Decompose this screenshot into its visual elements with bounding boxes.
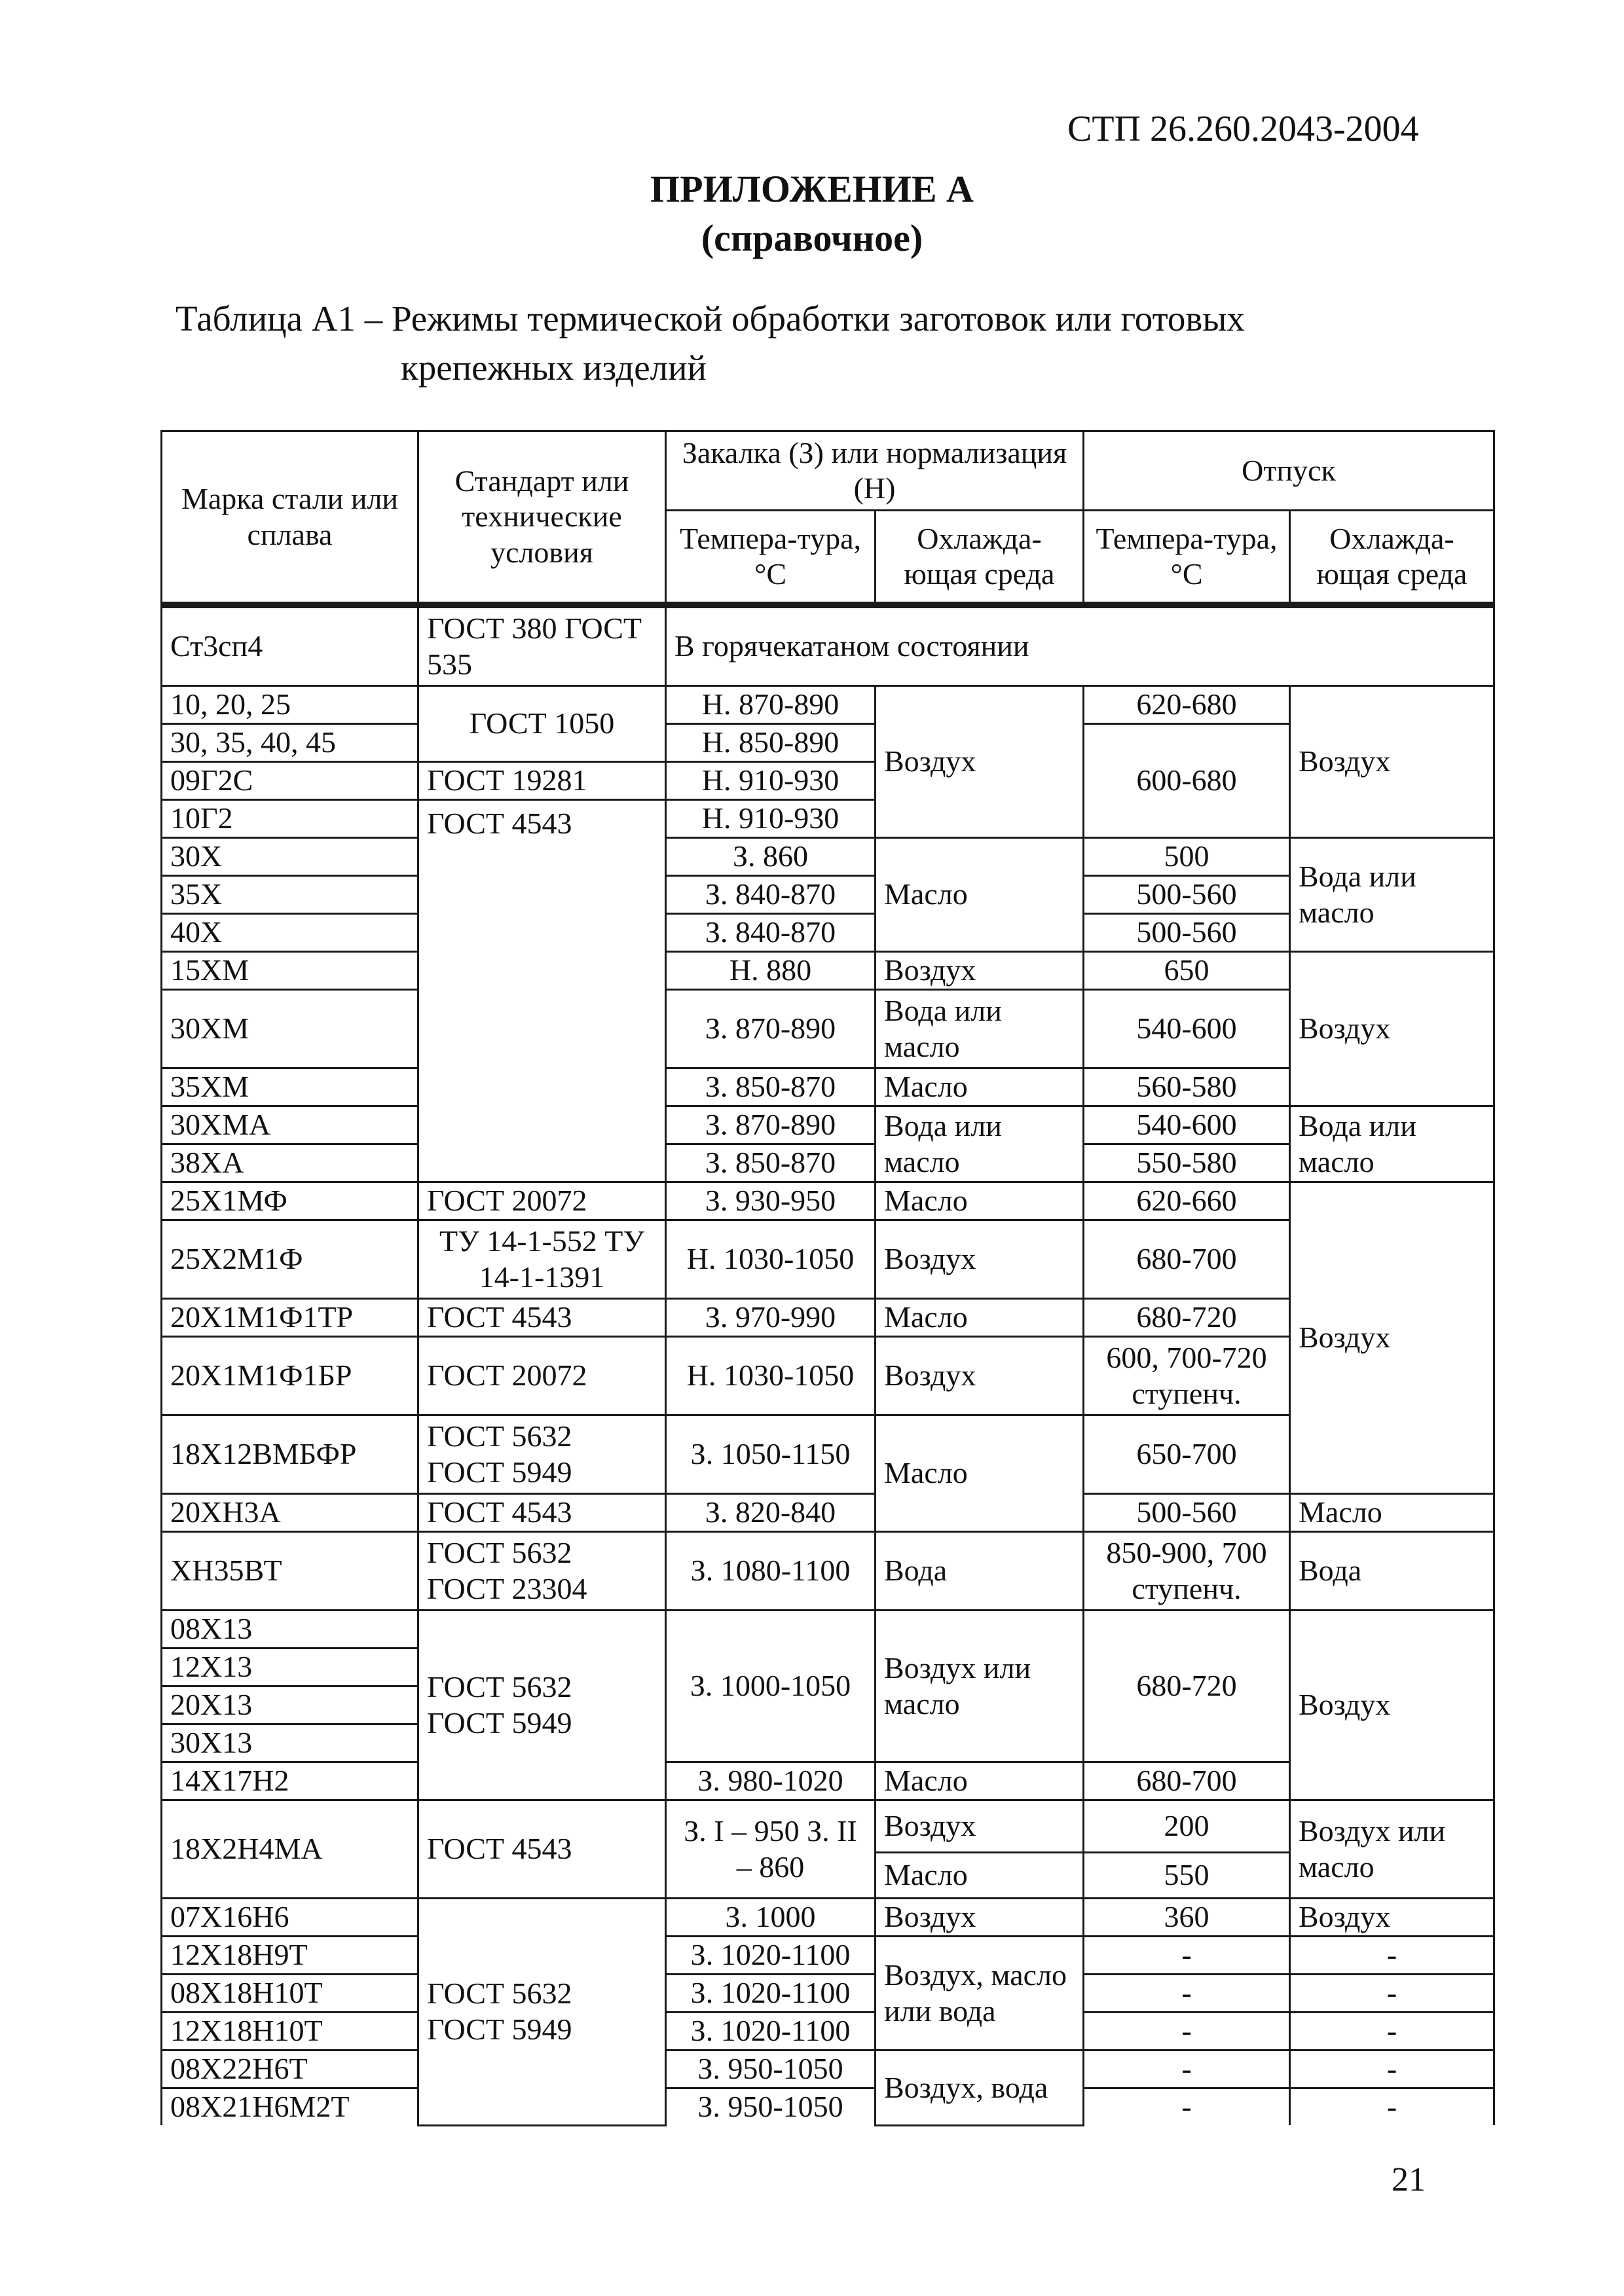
- temper-medium-cell: -: [1290, 2013, 1494, 2050]
- quench-temp-cell: З. I – 950 З. II – 860: [666, 1800, 876, 1899]
- temper-temp-cell: 620-660: [1084, 1182, 1290, 1220]
- grade-cell: 12Х13: [162, 1649, 418, 1686]
- quench-temp-cell: З. 860: [666, 838, 876, 876]
- temper-temp-cell: 650: [1084, 952, 1290, 990]
- temper-medium-cell: -: [1290, 1937, 1494, 1975]
- grade-cell: ХН35ВТ: [162, 1532, 418, 1611]
- temper-temp-cell: 550-580: [1084, 1144, 1290, 1182]
- grade-cell: 08Х21Н6М2Т: [162, 2088, 418, 2126]
- grade-cell: 30, 35, 40, 45: [162, 724, 418, 762]
- grade-cell: 35Х: [162, 876, 418, 914]
- table-caption-line-2: крепежных изделий: [401, 348, 707, 388]
- quench-temp-cell: З. 870-890: [666, 990, 876, 1068]
- temper-temp-cell: 600, 700-720 ступенч.: [1084, 1337, 1290, 1415]
- quench-temp-cell: З. 840-870: [666, 876, 876, 914]
- standard-cell: ГОСТ 4543: [418, 1800, 666, 1899]
- quench-temp-cell: Н. 910-930: [666, 800, 876, 838]
- standard-cell: ГОСТ 20072: [418, 1182, 666, 1220]
- temper-temp-cell: 540-600: [1084, 990, 1290, 1068]
- table-row: [162, 2013, 1494, 2050]
- quench-medium-cell: Масло: [876, 1068, 1084, 1106]
- temper-temp-cell: 360: [1084, 1899, 1290, 1937]
- header-temper-medium: Охлажда-ющая среда: [1290, 511, 1494, 604]
- temper-medium-cell: Воздух: [1290, 1611, 1494, 1800]
- temper-medium-cell: -: [1290, 1975, 1494, 2013]
- grade-cell: 25Х1МФ: [162, 1182, 418, 1220]
- table-caption-line-1: Таблица А1 – Режимы термической обработки заготовок или готовых: [175, 299, 1245, 338]
- quench-medium-cell: Вода: [876, 1532, 1084, 1611]
- quench-temp-cell: З. 950-1050: [666, 2050, 876, 2088]
- grade-cell: 08Х18Н10Т: [162, 1975, 418, 2013]
- standard-cell: ГОСТ 5632 ГОСТ 5949: [418, 1899, 666, 2126]
- temper-temp-cell: 680-720: [1084, 1299, 1290, 1337]
- quench-medium-cell: Воздух или масло: [876, 1611, 1084, 1762]
- grade-cell: 35ХМ: [162, 1068, 418, 1106]
- grade-cell: 08Х22Н6Т: [162, 2050, 418, 2088]
- quench-medium-cell: Масло: [876, 838, 1084, 952]
- grade-cell: 40Х: [162, 914, 418, 952]
- document-code: СТП 26.260.2043-2004: [1067, 109, 1419, 149]
- grade-cell: 12Х18Н9Т: [162, 1937, 418, 1975]
- quench-medium-cell: Воздух: [876, 1337, 1084, 1415]
- temper-temp-cell: 500-560: [1084, 876, 1290, 914]
- heat-treatment-table: [160, 430, 1495, 2126]
- grade-cell: 14Х17Н2: [162, 1762, 418, 1800]
- standard-cell: ГОСТ 5632 ГОСТ 5949: [418, 1415, 666, 1494]
- appendix-title: ПРИЛОЖЕНИЕ А: [650, 168, 974, 210]
- standard-cell: ГОСТ 4543: [418, 1494, 666, 1532]
- quench-temp-cell: Н. 870-890: [666, 686, 876, 724]
- quench-medium-cell: Воздух: [876, 1899, 1084, 1937]
- temper-medium-cell: Воздух: [1290, 686, 1494, 838]
- grade-cell: Ст3сп4: [162, 608, 418, 686]
- temper-temp-cell: 500-560: [1084, 1494, 1290, 1532]
- grade-cell: 09Г2С: [162, 762, 418, 800]
- header-quench-group: Закалка (З) или нормализация (Н): [666, 431, 1084, 511]
- temper-medium-cell: Вода или масло: [1290, 838, 1494, 952]
- quench-temp-cell: З. 1000: [666, 1899, 876, 1937]
- grade-cell: 20Х13: [162, 1686, 418, 1724]
- grade-cell: 30Х: [162, 838, 418, 876]
- table-row: [162, 1975, 1494, 2013]
- temper-medium-cell: Воздух: [1290, 1899, 1494, 1937]
- grade-cell: 20ХН3А: [162, 1494, 418, 1532]
- temper-temp-cell: 680-700: [1084, 1762, 1290, 1800]
- table-row: [162, 952, 1494, 990]
- temper-medium-cell: -: [1290, 2088, 1494, 2126]
- quench-temp-cell: З. 1000-1050: [666, 1611, 876, 1762]
- hot-rolled-note: В горячекатаном состоянии: [666, 608, 1494, 686]
- temper-medium-cell: Масло: [1290, 1494, 1494, 1532]
- header-temper-group: Отпуск: [1084, 431, 1494, 511]
- standard-cell: ГОСТ 5632 ГОСТ 23304: [418, 1532, 666, 1611]
- table-row: [162, 1899, 1494, 1937]
- temper-medium-cell: Вода или масло: [1290, 1106, 1494, 1182]
- table-row: [162, 1182, 1494, 1220]
- grade-cell: 25Х2М1Ф: [162, 1220, 418, 1299]
- table-row: [162, 1611, 1494, 1649]
- quench-medium-cell: Масло: [876, 1415, 1084, 1532]
- temper-temp-cell: 200: [1084, 1800, 1290, 1853]
- quench-temp-cell: З. 1080-1100: [666, 1532, 876, 1611]
- grade-cell: 10Г2: [162, 800, 418, 838]
- page-number: 21: [1392, 2161, 1426, 2198]
- table-header-row: [162, 431, 1494, 511]
- temper-temp-cell: -: [1084, 1975, 1290, 2013]
- quench-temp-cell: Н. 880: [666, 952, 876, 990]
- temper-temp-cell: -: [1084, 2088, 1290, 2126]
- grade-cell: 30ХМ: [162, 990, 418, 1068]
- quench-temp-cell: З. 1020-1100: [666, 1937, 876, 1975]
- header-standard: Стандарт или технические условия: [418, 431, 666, 604]
- grade-cell: 38ХА: [162, 1144, 418, 1182]
- temper-medium-cell: Воздух: [1290, 952, 1494, 1106]
- grade-cell: 30Х13: [162, 1724, 418, 1762]
- temper-temp-cell: 500: [1084, 838, 1290, 876]
- temper-medium-cell: Воздух: [1290, 1182, 1494, 1494]
- temper-temp-cell: 560-580: [1084, 1068, 1290, 1106]
- quench-temp-cell: З. 850-870: [666, 1068, 876, 1106]
- grade-cell: 15ХМ: [162, 952, 418, 990]
- temper-temp-cell: 620-680: [1084, 686, 1290, 724]
- header-temper-temp: Темпера-тура, °С: [1084, 511, 1290, 604]
- table-row: [162, 1937, 1494, 1975]
- table-row: [162, 838, 1494, 876]
- standard-cell: ГОСТ 4543: [418, 1299, 666, 1337]
- table-row: [162, 1494, 1494, 1532]
- temper-medium-cell: -: [1290, 2050, 1494, 2088]
- temper-temp-cell: 850-900, 700 ступенч.: [1084, 1532, 1290, 1611]
- quench-medium-cell: Масло: [876, 1853, 1084, 1899]
- quench-temp-cell: З. 1050-1150: [666, 1415, 876, 1494]
- temper-temp-cell: 600-680: [1084, 724, 1290, 838]
- temper-medium-cell: Воздух или масло: [1290, 1800, 1494, 1899]
- appendix-subtitle: (справочное): [701, 217, 923, 259]
- quench-temp-cell: З. 970-990: [666, 1299, 876, 1337]
- standard-cell: ГОСТ 5632 ГОСТ 5949: [418, 1611, 666, 1800]
- temper-temp-cell: 650-700: [1084, 1415, 1290, 1494]
- temper-medium-cell: Вода: [1290, 1532, 1494, 1611]
- temper-temp-cell: 680-720: [1084, 1611, 1290, 1762]
- temper-temp-cell: -: [1084, 2013, 1290, 2050]
- header-grade: Марка стали или сплава: [162, 431, 418, 604]
- grade-cell: 10, 20, 25: [162, 686, 418, 724]
- grade-cell: 30ХМА: [162, 1106, 418, 1144]
- standard-cell: ГОСТ 4543: [418, 800, 666, 1182]
- quench-temp-cell: Н. 1030-1050: [666, 1337, 876, 1415]
- table-row: [162, 2088, 1494, 2126]
- header-quench-temp: Темпера-тура, °С: [666, 511, 876, 604]
- table-row: [162, 608, 1494, 686]
- quench-medium-cell: Масло: [876, 1299, 1084, 1337]
- temper-temp-cell: -: [1084, 1937, 1290, 1975]
- grade-cell: 18Х12ВМБФР: [162, 1415, 418, 1494]
- quench-medium-cell: Масло: [876, 1762, 1084, 1800]
- quench-temp-cell: З. 950-1050: [666, 2088, 876, 2126]
- quench-temp-cell: З. 840-870: [666, 914, 876, 952]
- header-quench-medium: Охлажда-ющая среда: [876, 511, 1084, 604]
- quench-temp-cell: З. 930-950: [666, 1182, 876, 1220]
- table-row: [162, 1800, 1494, 1853]
- temper-temp-cell: 550: [1084, 1853, 1290, 1899]
- grade-cell: 12Х18Н10Т: [162, 2013, 418, 2050]
- quench-medium-cell: Воздух, вода: [876, 2050, 1084, 2126]
- quench-medium-cell: Воздух: [876, 1220, 1084, 1299]
- quench-temp-cell: Н. 1030-1050: [666, 1220, 876, 1299]
- standard-cell: ТУ 14-1-552 ТУ 14-1-1391: [418, 1220, 666, 1299]
- grade-cell: 08Х13: [162, 1611, 418, 1649]
- quench-medium-cell: Масло: [876, 1182, 1084, 1220]
- standard-cell: ГОСТ 19281: [418, 762, 666, 800]
- grade-cell: 07Х16Н6: [162, 1899, 418, 1937]
- temper-temp-cell: -: [1084, 2050, 1290, 2088]
- standard-cell: ГОСТ 1050: [418, 686, 666, 762]
- quench-temp-cell: З. 820-840: [666, 1494, 876, 1532]
- temper-temp-cell: 540-600: [1084, 1106, 1290, 1144]
- table-row: [162, 1106, 1494, 1144]
- grade-cell: 20Х1М1Ф1ТР: [162, 1299, 418, 1337]
- quench-medium-cell: Воздух: [876, 1800, 1084, 1853]
- quench-temp-cell: З. 1020-1100: [666, 1975, 876, 2013]
- quench-medium-cell: Вода или масло: [876, 1106, 1084, 1182]
- quench-temp-cell: З. 1020-1100: [666, 2013, 876, 2050]
- table-row: [162, 2050, 1494, 2088]
- quench-temp-cell: З. 870-890: [666, 1106, 876, 1144]
- quench-medium-cell: Воздух, масло или вода: [876, 1937, 1084, 2050]
- quench-temp-cell: Н. 910-930: [666, 762, 876, 800]
- quench-medium-cell: Воздух: [876, 952, 1084, 990]
- temper-temp-cell: 680-700: [1084, 1220, 1290, 1299]
- grade-cell: 18Х2Н4МА: [162, 1800, 418, 1899]
- quench-medium-cell: Воздух: [876, 686, 1084, 838]
- quench-temp-cell: З. 850-870: [666, 1144, 876, 1182]
- quench-temp-cell: З. 980-1020: [666, 1762, 876, 1800]
- table-row: [162, 1532, 1494, 1611]
- grade-cell: 20Х1М1Ф1БР: [162, 1337, 418, 1415]
- standard-cell: ГОСТ 20072: [418, 1337, 666, 1415]
- table-row: [162, 686, 1494, 724]
- temper-temp-cell: 500-560: [1084, 914, 1290, 952]
- quench-medium-cell: Вода или масло: [876, 990, 1084, 1068]
- standard-cell: ГОСТ 380 ГОСТ 535: [418, 608, 666, 686]
- quench-temp-cell: Н. 850-890: [666, 724, 876, 762]
